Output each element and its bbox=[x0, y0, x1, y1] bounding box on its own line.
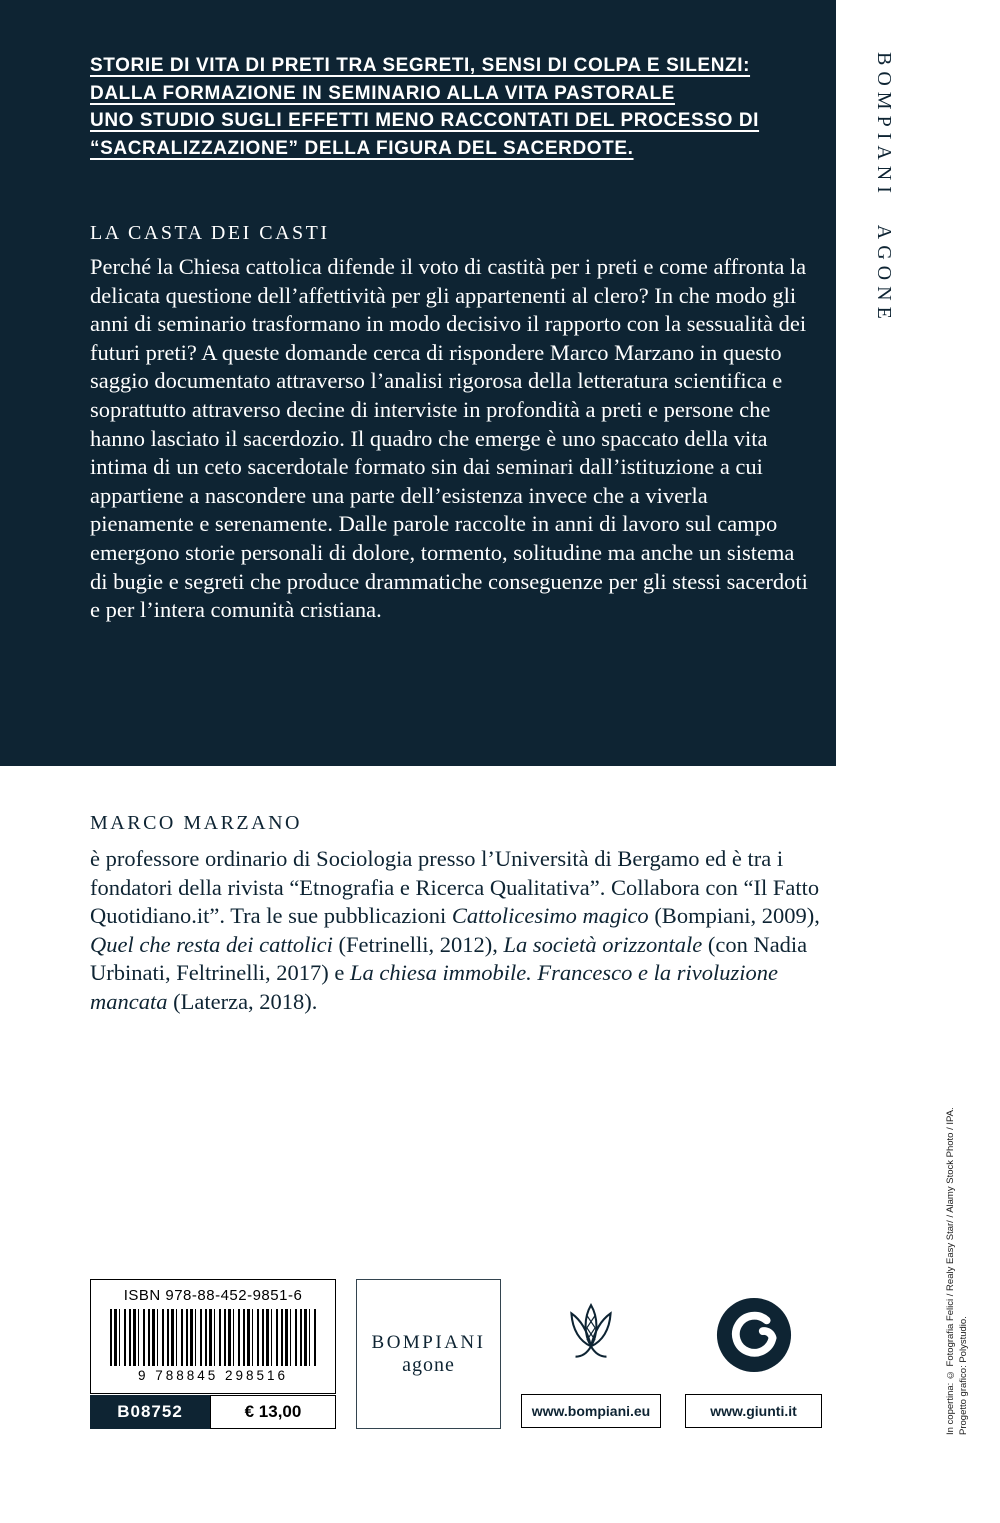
author-bio bbox=[90, 845, 828, 1017]
headline bbox=[90, 52, 814, 162]
isbn-column bbox=[90, 1279, 336, 1429]
bio-text-segment: Cattolicesimo magico bbox=[451, 903, 649, 929]
bio-text-segment: è professore ordinario di Sociologia presso l’Università di Bergamo ed è tra i fondatori della rivista “Etnografia e Ricerca Qualitativa”. Collabora con “Il Fatto Quotidiano.it”. Tra le sue pubblicazioni bbox=[90, 846, 820, 929]
bio-text-segment: Quel che resta dei cattolici bbox=[90, 931, 333, 957]
barcode bbox=[110, 1309, 316, 1366]
publisher-logo-box bbox=[356, 1279, 501, 1429]
footer-strip bbox=[90, 1279, 822, 1429]
headline-line: UNO STUDIO SUGLI EFFETTI MENO RACCONTATI DEL PROCESSO DI bbox=[90, 110, 760, 131]
bio-text-segment: (Fetrinelli, 2012), bbox=[332, 931, 504, 957]
price: € 13,00 bbox=[210, 1395, 336, 1429]
synopsis-text: Perché la Chiesa cattolica difende il voto di castità per i preti e come affronta la delicata questione dell’affettività per gli appartenenti al clero? In che modo gli anni di seminario trasformano in modo decisivo il rapporto con la sessualità dei futuri preti? A queste domande cerca di rispondere Marco Marzano in questo saggio documentato attraverso l’analisi rigorosa della letteratura scientifica e soprattutto attraverso decine di interviste in profondità a preti e persone che hanno lasciato il sacerdozio. Il quadro che emerge è uno spaccato della vita intima di un ceto sacerdotale formato sin dai seminari dall’istituzione a cui appartiene a nascondere una parte dell’esistenza invece che a viverla pienamente e serenamente. Dalle parole raccolte in anni di lavoro sul campo emergono storie personali di dolore, tormento, solitudine ma anche un sistema di bugie e segreti che produce drammatiche conseguenze per gli stessi sacerdoti e per l’intera comunità cristiana. bbox=[90, 254, 808, 623]
bio-text-segment: (Laterza, 2018). bbox=[167, 988, 318, 1014]
publisher-logo-series: agone bbox=[402, 1353, 455, 1376]
bio-text-segment: La società orizzontale bbox=[503, 931, 703, 957]
bompiani-column bbox=[521, 1279, 661, 1428]
publisher-logo-name: BOMPIANI bbox=[371, 1331, 486, 1353]
credit-line: Progetto grafico: Polystudio. bbox=[958, 1316, 969, 1435]
book-title: LA CASTA DEI CASTI bbox=[90, 222, 330, 244]
bompiani-website: www.bompiani.eu bbox=[521, 1394, 661, 1428]
author-name: MARCO MARZANO bbox=[90, 812, 302, 834]
author-section bbox=[90, 812, 828, 1017]
bio-text-segment: (Bompiani, 2009), bbox=[648, 903, 820, 929]
cover-panel bbox=[0, 0, 836, 766]
product-code: B08752 bbox=[90, 1395, 210, 1429]
headline-line: STORIE DI VITA DI PRETI TRA SEGRETI, SENSI DI COLPA E SILENZI: bbox=[90, 55, 751, 76]
isbn-box bbox=[90, 1279, 336, 1394]
spine-label: BOMPIANI AGONE bbox=[873, 52, 895, 325]
bio-text-segment: (con Nadia Urbinati, Feltrinelli, 2017) e bbox=[90, 931, 808, 986]
giunti-column bbox=[685, 1279, 822, 1428]
isbn-label: ISBN 978-88-452-9851-6 bbox=[123, 1287, 303, 1304]
headline-line: DALLA FORMAZIONE IN SEMINARIO ALLA VITA PASTORALE bbox=[90, 82, 675, 104]
barcode-digits: 9 788845 298516 bbox=[137, 1368, 289, 1383]
bio-text-segment: La chiesa immobile. Francesco e la rivoluzione mancata bbox=[90, 960, 779, 1014]
giunti-logo-icon bbox=[685, 1279, 822, 1391]
cover-credits bbox=[944, 1055, 970, 1435]
credit-line: In copertina: © Fotografia Felici / Realy Easy Star/ / Alamy Stock Photo / IPA. bbox=[945, 1107, 956, 1435]
giunti-website: www.giunti.it bbox=[685, 1394, 822, 1428]
bompiani-flower-icon bbox=[521, 1279, 661, 1391]
headline-line: “SACRALIZZAZIONE” DELLA FIGURA DEL SACERDOTE. bbox=[90, 137, 634, 159]
price-row bbox=[90, 1395, 336, 1429]
